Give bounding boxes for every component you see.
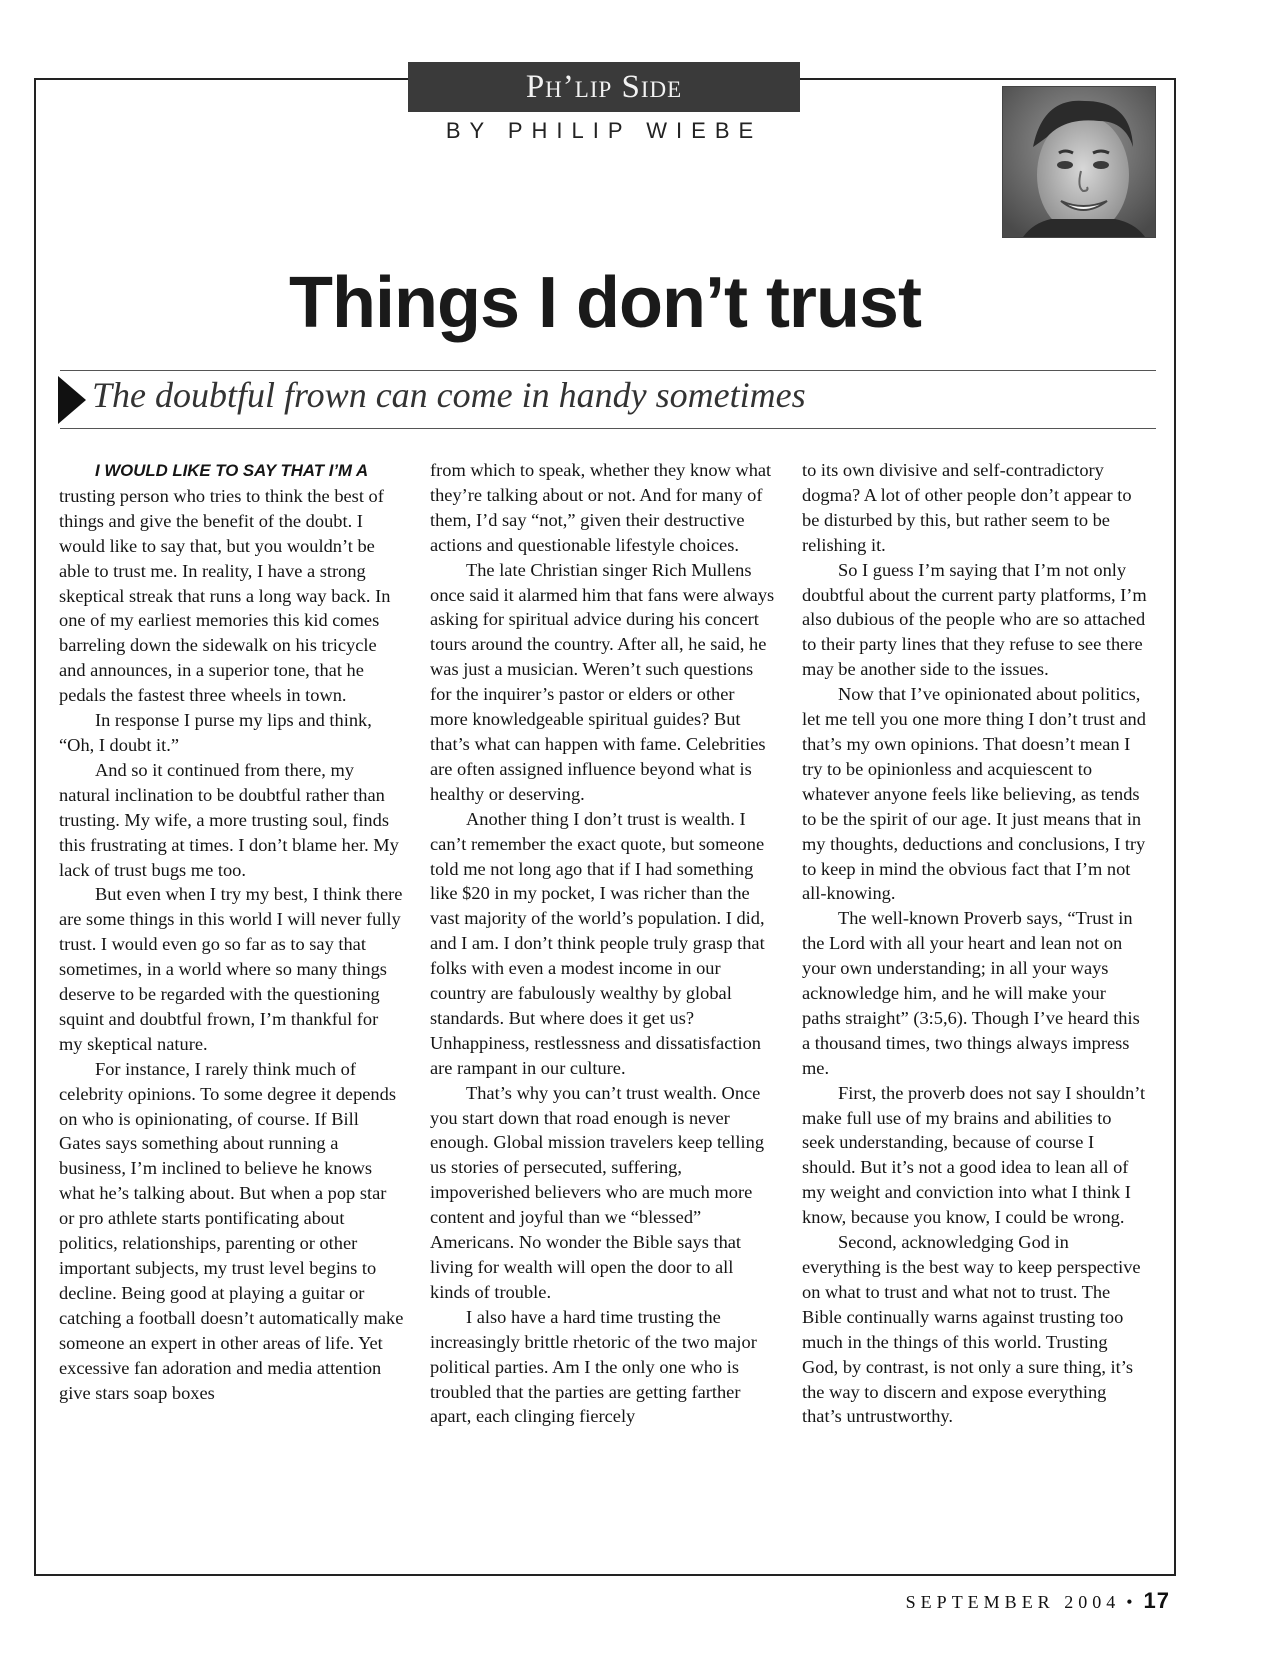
paragraph-text: trusting person who tries to think the best of things and give the benefit of the doubt. I would like to say that, but you wouldn’t be able to trust me. In reality, I have a strong skeptical streak that runs a long way back. In one of my earliest memories this kid comes barreling down the sidewalk on his tricycle and announces, in a superior tone, that he pedals the fastest three wheels in town. <box>59 485 391 706</box>
paragraph: Another thing I don’t trust is wealth. I can’t remember the exact quote, but someone told me not long ago that if I had something like $20 in my pocket, I was richer than the vast majority of the world’s population. I did, and I am. I don’t think people truly grasp that folks with even a modest income in our country are fabulously wealthy by global standards. But where does it get us? Unhappiness, restlessness and dissatisfaction are rampant in our culture. <box>430 808 765 1078</box>
lead-in: I WOULD LIKE TO SAY THAT I’M A <box>95 461 369 480</box>
paragraph: The late Christian singer Rich Mullens once said it alarmed him that fans were always asking for spiritual advice during his concert tours around the country. After all, he said, he was just a musician. Weren’t such questions for the inquirer’s pastor or elders or other more knowledgeable spiritual guides? But that’s what can happen with fame. Celebrities are often assigned influence beyond what is healthy or deserving. <box>430 559 775 804</box>
paragraph: So I guess I’m saying that I’m not only doubtful about the current party platforms, I’m also dubious of the people who are so attached to their party lines that they refuse to see there may be another side to the issues. <box>802 559 1147 680</box>
paragraph: Second, acknowledging God in everything is the best way to keep perspective on what to trust and what not to trust. The Bible continually warns against trusting too much in the things of this world. Trusting God, by contrast, is not only a sure thing, it’s the way to discern and expose everything that’s untrustworthy. <box>802 1232 1141 1427</box>
page-footer <box>850 1588 1170 1614</box>
byline: BY PHILIP WIEBE <box>445 118 763 143</box>
paragraph: That’s why you can’t trust wealth. Once you start down that road enough is never enough. Global mission travelers keep telling us stories of persecuted, suffering, impoverished believers who are much more content and joyful than we “blessed” Americans. No wonder the Bible says that living for wealth will open the door to all kinds of trouble. <box>430 1082 765 1302</box>
paragraph: For instance, I rarely think much of celebrity opinions. To some degree it depends on who is opinionating, of course. If Bill Gates says something about running a business, I’m inclined to believe he knows what he’s talking about. But when a pop star or pro athlete starts pontificating about politics, relationships, parenting or other important subjects, my trust level begins to decline. Being good at playing a guitar or catching a football doesn’t automatically make someone an expert in other areas of life. Yet excessive fan adoration and media attention give stars soap boxes <box>59 1058 404 1403</box>
author-portrait-image <box>1003 87 1155 237</box>
title-divider-top <box>60 370 1156 371</box>
paragraph: But even when I try my best, I think there are some things in this world I will never fully trust. I would even go so far as to say that sometimes, in a world where so many things deserve to be regarded with the questioning squint and doubtful frown, I’m thankful for my skeptical nature. <box>59 884 403 1054</box>
column-banner: Ph’lip Side <box>408 62 800 112</box>
paragraph: from which to speak, whether they know what they’re talking about or not. And for many of them, I’d say “not,” given their destructive actions and questionable lifestyle choices. <box>430 460 772 555</box>
page-number: 17 <box>1143 1588 1170 1613</box>
footer-separator: • <box>1126 1592 1138 1612</box>
paragraph <box>59 458 404 708</box>
article-column-2 <box>430 458 775 1429</box>
paragraph: The well-known Proverb says, “Trust in the Lord with all your heart and lean not on your own understanding; in all your ways acknowledge him, and he will make your paths straight” (3:5,6). Though I’ve heard this a thousand times, two things always impress me. <box>802 908 1140 1078</box>
subtitle-arrow-icon <box>58 376 86 424</box>
author-photo <box>1002 86 1156 238</box>
paragraph: In response I purse my lips and think, “Oh, I doubt it.” <box>59 710 372 755</box>
title-divider-bottom <box>60 428 1156 429</box>
paragraph: Now that I’ve opinionated about politics, let me tell you one more thing I don’t trust and that’s my own opinions. That doesn’t mean I try to be opinionless and acquiescent to whatever anyone feels like believing, as tends to be the spirit of our age. It just means that in my thoughts, deductions and conclusions, I try to keep in mind the obvious fact that I’m not all-knowing. <box>802 684 1146 904</box>
issue-date: SEPTEMBER 2004 <box>905 1592 1121 1612</box>
paragraph: And so it continued from there, my natural inclination to be doubtful rather than trusting. My wife, a more trusting soul, finds this frustrating at times. I don’t blame her. My lack of trust bugs me too. <box>59 759 399 880</box>
article-column-3 <box>802 458 1147 1429</box>
paragraph: to its own divisive and self-contradictory dogma? A lot of other people don’t appear to be disturbed by this, but rather seem to be relishing it. <box>802 460 1132 555</box>
article-title: Things I don’t trust <box>289 263 921 343</box>
article-subtitle: The doubtful frown can come in handy sometimes <box>92 375 806 415</box>
article-column-1 <box>59 458 404 1405</box>
paragraph: First, the proverb does not say I shouldn’t make full use of my brains and abilities to seek understanding, because of course I should. But it’s not a good idea to lean all of my weight and conviction into what I think I know, because you know, I could be wrong. <box>802 1082 1146 1228</box>
paragraph: I also have a hard time trusting the increasingly brittle rhetoric of the two major political parties. Am I the only one who is troubled that the parties are getting farther apart, each clinging fiercely <box>430 1306 757 1427</box>
